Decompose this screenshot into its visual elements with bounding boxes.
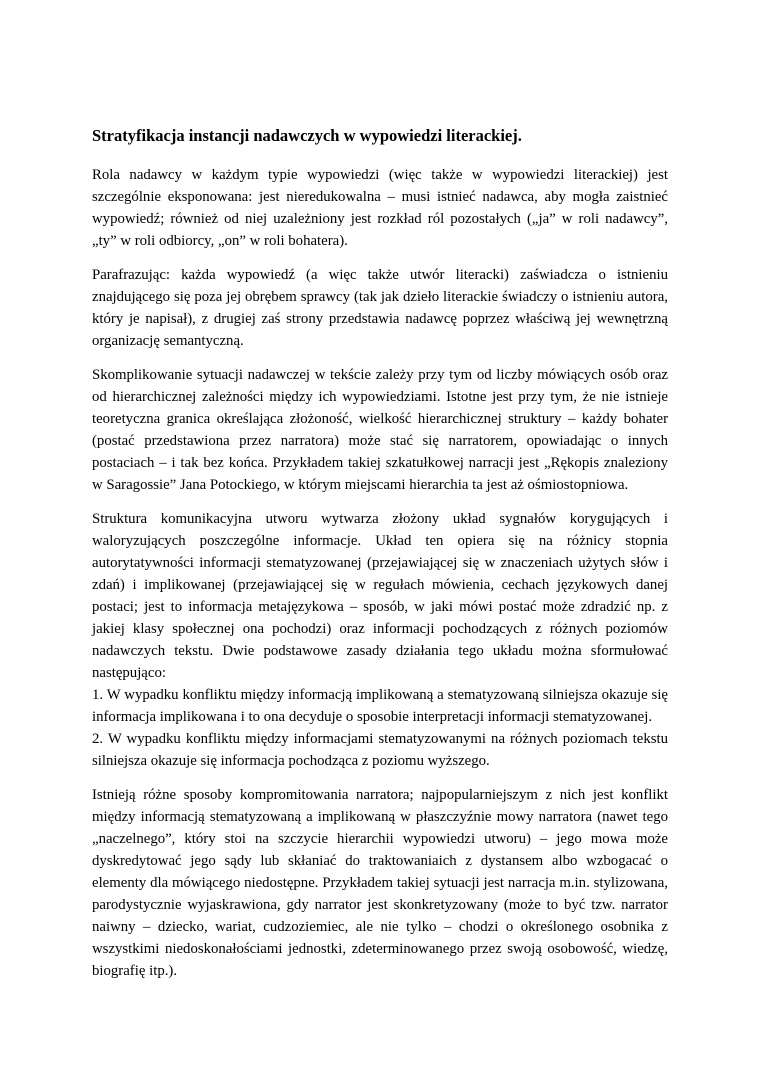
paragraph-sender-role: Rola nadawcy w każdym typie wypowiedzi (więc także w wypowiedzi literackiej) jest szczególnie eksponowana: jest nieredukowalna – musi istnieć nadawca, aby mogła zaistnieć wypowiedź; również od niej uzależniony jest rozkład ról pozostałych („ja” w roli nadawcy”, „ty” w roli odbiorcy, „on” w roli bohatera).	[92, 167, 668, 249]
structure-rule-2: 2. W wypadku konfliktu między informacjami stematyzowanymi na różnych poziomach tekstu silniejsza okazuje się informacja pochodząca z poziomu wyższego.	[92, 731, 668, 769]
document-title: Stratyfikacja instancji nadawczych w wypowiedzi literackiej.	[92, 126, 522, 145]
paragraph-narrator-compromise: Istnieją różne sposoby kompromitowania narratora; najpopularniejszym z nich jest konflikt między informacją stematyzowaną a implikowaną w płaszczyźnie mowy narratora (nawet tego „naczelnego”, który stoi na szczycie hierarchii wypowiedzi utworu) – jego mowa może dyskredytować jego sądy lub skłaniać do traktowaniaich z dystansem albo wzbogacać o elementy dla mówiącego niedostępne. Przykładem takiej sytuacji jest narracja m.in. stylizowana, parodystycznie wyjaskrawiona, gdy narrator jest skonkretyzowany (może to być tzw. narrator naiwny – dziecko, wariat, cudzoziemiec, ale nie tylko – chodzi o określonego osobnika z wszystkimi niedoskonałościami jednostki, zdeterminowanego przez swoją osobowość, wiedzę, biografię itp.).	[92, 787, 668, 979]
structure-intro: Struktura komunikacyjna utworu wytwarza złożony układ sygnałów korygujących i waloryzujących poszczególne informacje. Układ ten opiera się na różnicy stopnia autorytatywności informacji stematyzowanej (przejawiającej się w znaczeniach użytych słów i zdań) i implikowanej (przejawiającej się w regułach mówienia, cechach językowych danej postaci; jest to informacja metajęzykowa – sposób, w jaki mówi postać może zdradzić np. z jakiej klasy społecznej ona pochodzi) oraz informacji pochodzących z różnych poziomów nadawczych tekstu. Dwie podstawowe zasady działania tego układu można sformułować następująco:	[92, 511, 668, 681]
document-body	[92, 126, 668, 994]
structure-rule-1: 1. W wypadku konfliktu między informacją implikowaną a stematyzowaną silniejsza okazuje się informacja implikowana i to ona decyduje o sposobie interpretacji informacji stematyzowanej.	[92, 687, 668, 725]
paragraph-complexity: Skomplikowanie sytuacji nadawczej w tekście zależy przy tym od liczby mówiących osób oraz od hierarchicznej zależności między ich wypowiedziami. Istotne jest przy tym, że nie istnieje teoretyczna granica określająca złożoność, wielkość hierarchicznej struktury – każdy bohater (postać przedstawiona przez narratora) może stać się narratorem, opowiadając o innych postaciach – i tak bez końca. Przykładem takiej szkatułkowej narracji jest „Rękopis znaleziony w Saragossie” Jana Potockiego, w którym miejscami hierarchia ta jest aż ośmiostopniowa.	[92, 367, 668, 493]
paragraph-paraphrase: Parafrazując: każda wypowiedź (a więc także utwór literacki) zaświadcza o istnieniu znajdującego się poza jej obrębem sprawcy (tak jak dzieło literackie świadczy o istnieniu autora, który je napisał), z drugiej zaś strony przedstawia nadawcę poprzez właściwą jej wewnętrzną organizację semantyczną.	[92, 267, 668, 349]
paragraph-communication-structure	[92, 508, 668, 772]
